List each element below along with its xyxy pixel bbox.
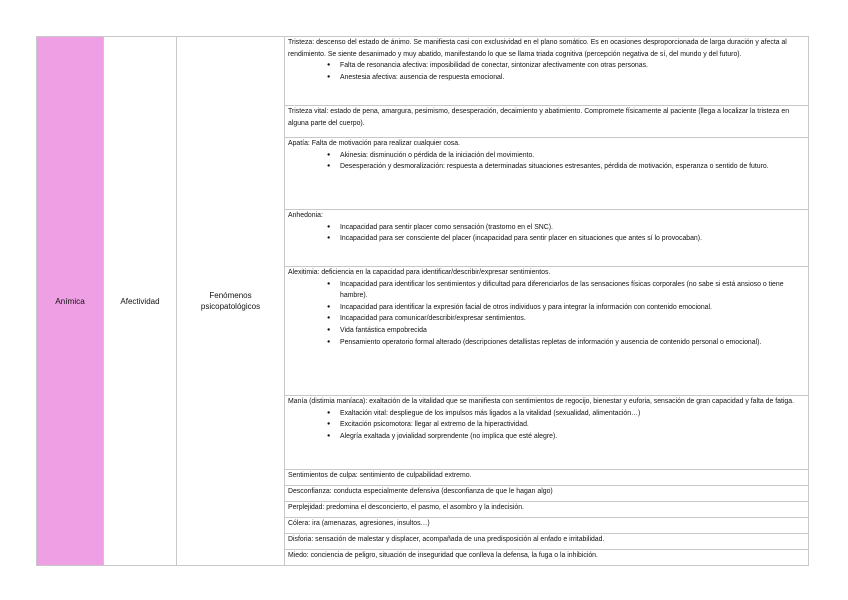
entry-desconfianza xyxy=(285,486,809,502)
bullet-item: ● Incapacidad para sentir placer como sensación (trastorno en el SNC). xyxy=(327,222,806,234)
bullet-list xyxy=(288,60,806,83)
entry-text: Apatía: Falta de motivación para realizar cualquier cosa. xyxy=(288,140,460,147)
bullet-list xyxy=(288,150,806,173)
entry-text: Disforia: sensación de malestar y displacer, acompañada de una predisposición al enfado e irritabilidad. xyxy=(288,536,605,543)
entry-text: Miedo: conciencia de peligro, situación de inseguridad que conlleva la defensa, la fuga o la inhibición. xyxy=(288,552,598,559)
entry-text: Tristeza vital: estado de pena, amargura, pesimismo, desesperación, decaimiento y abatimiento. Compromete físicamente al paciente (llega a localizar la tristeza en alguna parte del cuerpo). xyxy=(288,108,790,127)
entry-perplejidad xyxy=(285,502,809,518)
entry-text: Perplejidad: predomina el desconcierto, el pasmo, el asombro y la indecisión. xyxy=(288,504,524,511)
entry-text: Anhedonia: xyxy=(288,212,323,219)
topic-cell xyxy=(177,37,285,566)
bullet-item: ● Pensamiento operatorio formal alterado (descripciones detallistas repletas de información y ausencia de contenido personal o emocional). xyxy=(327,337,806,349)
bullet-list xyxy=(288,408,806,443)
bullet-list xyxy=(288,279,806,349)
entry-text: Alexitimia: deficiencia en la capacidad para identificar/describir/expresar sentimientos. xyxy=(288,269,551,276)
entry-text: Tristeza: descenso del estado de ánimo. Se manifiesta casi con exclusividad en el plano somático. Es en ocasiones desproporcionada de larga duración y afecta al rendimiento. Se siente desanimado y muy abatido, manifestando lo que se llama triada cognitiva (percepción negativa de sí, del mundo y del futuro). xyxy=(288,39,787,58)
bullet-item: ● Incapacidad para identificar los sentimientos y dificultad para diferenciarlos de las sensaciones físicas corporales (no sabe si está ansioso o tiene hambre). xyxy=(327,279,806,302)
entry-text: Manía (distimia maníaca): exaltación de la vitalidad que se manifiesta con sentimientos de regocijo, bienestar y euforia, sensación de gran capacidad y falta de fatiga. xyxy=(288,398,794,405)
entry-text: Cólera: ira (amenazas, agresiones, insultos…) xyxy=(288,520,430,527)
bullet-item: ● Incapacidad para comunicar/describir/expresar sentimientos. xyxy=(327,313,806,325)
bullet-item: ● Falta de resonancia afectiva: imposibilidad de conectar, sintonizar afectivamente con otras personas. xyxy=(327,60,806,72)
content-table xyxy=(36,36,809,566)
entry-culpa xyxy=(285,470,809,486)
entry-text: Sentimientos de culpa: sentimiento de culpabilidad extremo. xyxy=(288,472,472,479)
bullet-item: ● Excitación psicomotora: llegar al extremo de la hiperactividad. xyxy=(327,419,806,431)
entry-tristeza-vital xyxy=(285,106,809,138)
subcategory-cell xyxy=(104,37,177,566)
bullet-list xyxy=(288,222,806,245)
entry-text: Desconfianza: conducta especialmente defensiva (desconfianza de que le hagan algo) xyxy=(288,488,553,495)
bullet-item: ● Exaltación vital: despliegue de los impulsos más ligados a la vitalidad (sexualidad, alimentación…) xyxy=(327,408,806,420)
entry-alexitimia xyxy=(285,267,809,396)
bullet-item: ● Akinesia: disminución o pérdida de la iniciación del movimiento. xyxy=(327,150,806,162)
bullet-item: ● Vida fantástica empobrecida xyxy=(327,325,806,337)
bullet-item: ● Anestesia afectiva: ausencia de respuesta emocional. xyxy=(327,72,806,84)
entry-tristeza xyxy=(285,37,809,106)
bullet-item: ● Incapacidad para ser consciente del placer (incapacidad para sentir placer en situaciones que antes sí lo provocaban). xyxy=(327,233,806,245)
category-cell xyxy=(37,37,104,566)
entry-miedo xyxy=(285,550,809,566)
bullet-item: ● Alegría exaltada y jovialidad sorprendente (no implica que esté alegre). xyxy=(327,431,806,443)
entry-apatia xyxy=(285,138,809,210)
bullet-item: ● Incapacidad para identificar la expresión facial de otros individuos y para integrar la información con contenido emocional. xyxy=(327,302,806,314)
category-label: Anímica xyxy=(55,296,85,306)
entry-anhedonia xyxy=(285,210,809,267)
topic-label-line1: Fenómenos xyxy=(209,291,252,300)
entry-disforia xyxy=(285,534,809,550)
subcategory-label: Afectividad xyxy=(120,296,160,306)
bullet-item: ● Desesperación y desmoralización: respuesta a determinadas situaciones estresantes, pérdida de motivación, esperanza o sentido de futuro. xyxy=(327,161,806,173)
topic-label-line2: psicopatológicos xyxy=(200,302,261,311)
entry-mania xyxy=(285,396,809,470)
entry-colera xyxy=(285,518,809,534)
